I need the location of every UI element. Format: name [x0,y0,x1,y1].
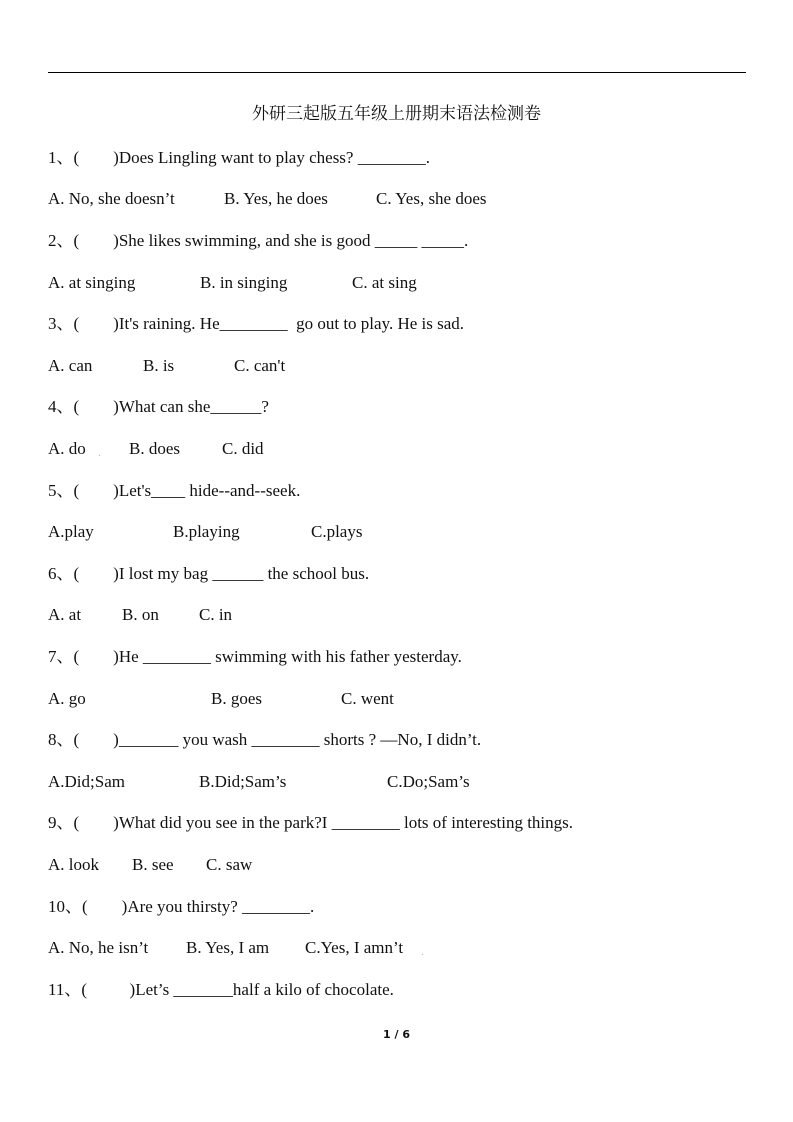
question-9: 9、( )What did you see in the park?I ________ lots of interesting things. [48,813,574,832]
q10-option-a: A. No, he isn’t [48,938,149,957]
q3-option-b: B. is [143,356,175,375]
q4-option-c: C. did [222,439,264,458]
q10-option-c: C.Yes, I amn’t [305,938,404,957]
q2-option-a: A. at singing [48,273,136,292]
q3-option-a: A. can [48,356,93,375]
question-3: 3、( )It's raining. He________ go out to play. He is sad. [48,314,465,333]
stray-mark: . [421,944,424,958]
q5-option-a: A.play [48,522,94,541]
q5-option-c: C.plays [311,522,363,541]
question-7: 7、( )He ________ swimming with his father yesterday. [48,647,462,666]
q9-option-c: C. saw [206,855,253,874]
q1-option-a: A. No, she doesn’t [48,189,175,208]
q6-option-c: C. in [199,605,233,624]
question-10: 10、( )Are you thirsty? ________. [48,897,315,916]
q3-option-c: C. can't [234,356,286,375]
q7-option-c: C. went [341,689,394,708]
question-8: 8、( )_______ you wash ________ shorts ? —No, I didn’t. [48,730,482,749]
q9-option-a: A. look [48,855,99,874]
stray-mark: . [98,445,101,459]
q9-option-b: B. see [132,855,174,874]
q7-option-a: A. go [48,689,86,708]
q4-option-a: A. do [48,439,86,458]
q8-option-c: C.Do;Sam’s [387,772,470,791]
q6-option-a: A. at [48,605,82,624]
question-4: 4、( )What can she______? [48,397,269,416]
q8-option-b: B.Did;Sam’s [199,772,287,791]
page-title: 外研三起版五年级上册期末语法检测卷 [252,104,541,124]
question-2: 2、( )She likes swimming, and she is good _____ _____. [48,231,469,250]
header-rule [48,72,746,73]
question-5: 5、( )Let's____ hide--and--seek. [48,481,301,500]
question-1: 1、( )Does Lingling want to play chess? ________. [48,148,430,167]
q1-option-c: C. Yes, she does [376,189,487,208]
q6-option-b: B. on [122,605,159,624]
q10-option-b: B. Yes, I am [186,938,270,957]
q1-option-b: B. Yes, he does [224,189,328,208]
page-number: 1 / 6 [383,1028,410,1041]
q2-option-c: C. at sing [352,273,417,292]
q2-option-b: B. in singing [200,273,288,292]
q5-option-b: B.playing [173,522,240,541]
q4-option-b: B. does [129,439,180,458]
question-11: 11、( )Let’s _______half a kilo of chocolate. [48,980,394,999]
q8-option-a: A.Did;Sam [48,772,125,791]
q7-option-b: B. goes [211,689,262,708]
question-6: 6、( )I lost my bag ______ the school bus. [48,564,370,583]
